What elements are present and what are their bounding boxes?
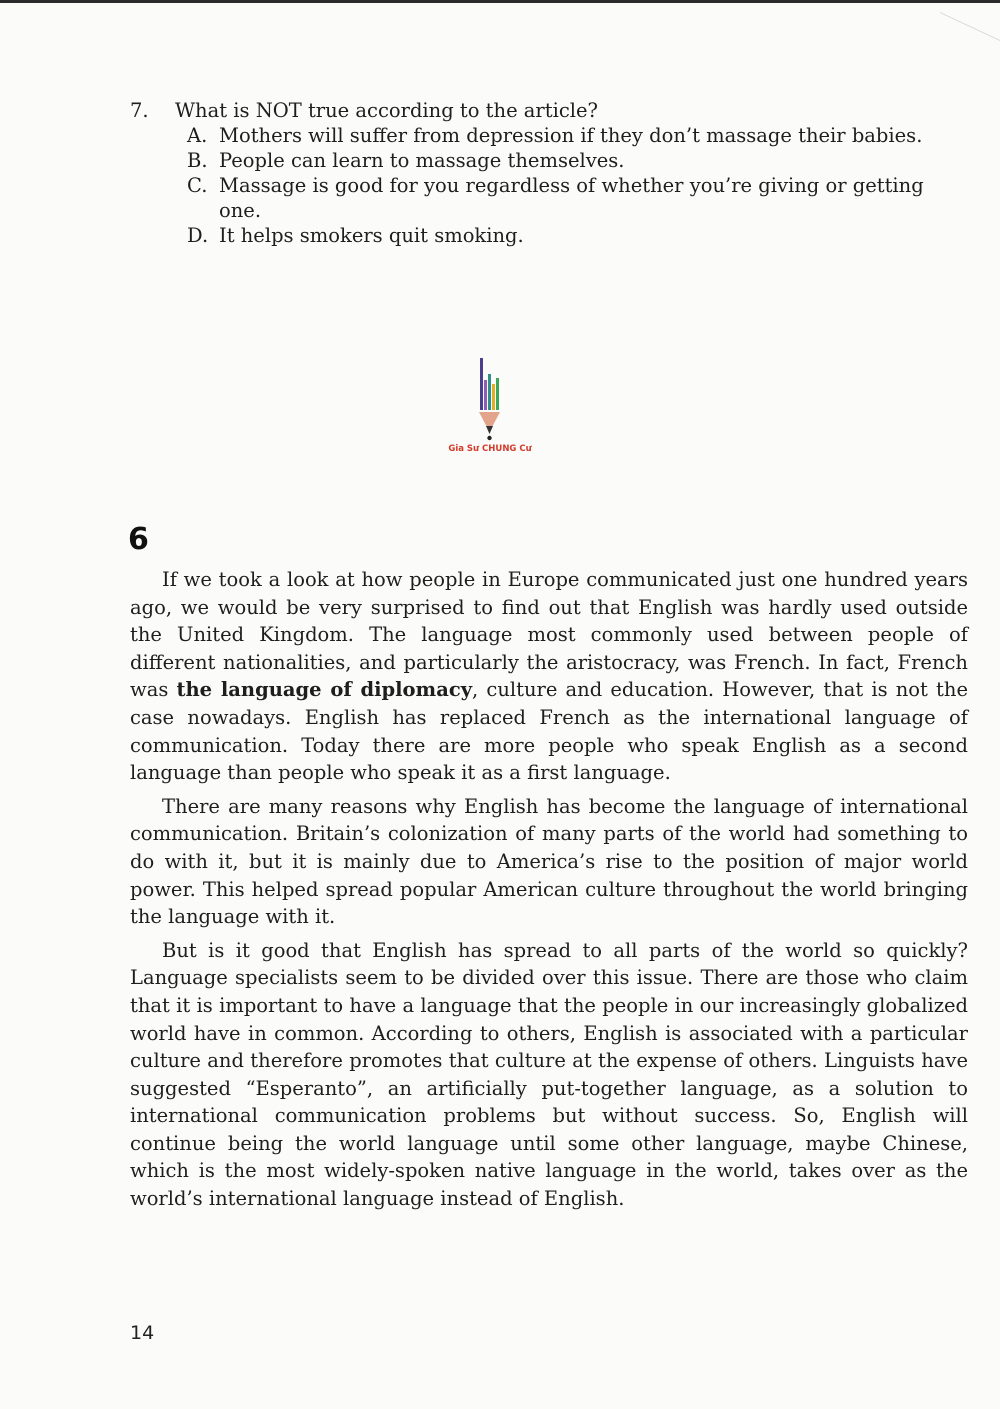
page-corner-fold	[940, 0, 1000, 41]
option-a	[187, 123, 960, 148]
paragraph-1-end: , culture and education. However, that is not the case nowadays. English has replaced French as the international language of communication. Today there are more people who speak English as a second language than people who speak it as a first language.	[130, 678, 968, 785]
option-text: Mothers will suffer from depression if they don’t massage their babies.	[219, 124, 923, 147]
section-number: 6	[128, 522, 149, 557]
logo-text: Gia Sư CHUNG Cư	[448, 444, 532, 454]
option-b	[187, 148, 960, 173]
option-letter: D.	[187, 224, 209, 247]
option-letter: A.	[187, 124, 208, 147]
pencil-chart-icon	[420, 340, 560, 444]
paragraph-3: But is it good that English has spread to all parts of the world so quickly? Language specialists seem to be divided over this issue. There are those who claim that it is important to have a language that the people in our increasingly globalized world have in common. According to others, English is associated with a particular culture and therefore promotes that culture at the expense of others. Linguists have suggested “Esperanto”, an artificially put-together language, as a solution to international communication problems but without success. So, English will continue being the world language until some other language, maybe Chinese, which is the most widely-spoken native language in the world, takes over as the world’s international language instead of English.	[130, 938, 968, 1211]
question-text: What is NOT true according to the article?	[175, 99, 598, 122]
page-edge	[0, 0, 1000, 3]
option-d	[187, 223, 960, 248]
option-c	[187, 173, 960, 223]
question-header	[130, 98, 960, 123]
question-7	[130, 98, 960, 248]
paragraph-1-start: If we took a look at how people in Europe communicated just one hundred years ago, we would be very surprised to find out that English was hardly used outside the United Kingdom. The language most commonly used between people of different nationalities, and particularly the aristocracy, was French. In fact, French was	[130, 568, 968, 702]
paragraph-2: There are many reasons why English has become the language of international communication. Britain’s colonization of many parts of the world had something to do with it, but it is mainly due to America’s rise to the position of major world power. This helped spread popular American culture throughout the world bringing the language with it.	[130, 794, 968, 929]
bold-phrase: the language of diplomacy	[176, 678, 473, 702]
reading-passage	[130, 566, 968, 1219]
option-letter: B.	[187, 149, 208, 172]
question-number: 7.	[130, 99, 149, 122]
option-text: Massage is good for you regardless of whether you’re giving or getting one.	[219, 174, 924, 222]
page-number: 14	[130, 1322, 155, 1344]
option-text: It helps smokers quit smoking.	[219, 224, 524, 247]
option-letter: C.	[187, 174, 208, 197]
option-text: People can learn to massage themselves.	[219, 149, 625, 172]
answer-options	[187, 123, 960, 248]
paragraph-1	[130, 566, 968, 787]
watermark-logo	[420, 340, 560, 480]
